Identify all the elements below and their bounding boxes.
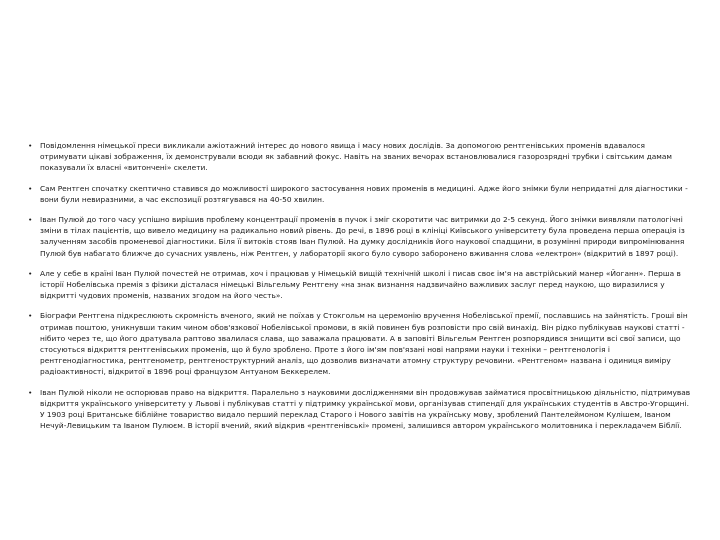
bullet-icon: • xyxy=(28,387,33,397)
list-item xyxy=(28,183,692,205)
list-item xyxy=(28,214,692,259)
list-item xyxy=(28,310,692,377)
paragraph-text: Повідомлення німецької преси викликали ажіотажний інтерес до нового явища і масу нових дослідів. За допомогою рентгенівських променів вдавалося отримувати цікаві зображення, їх демонстрували всюди як забавний фокус. Навіть на званих вечорах встановлювалися газорозрядні трубки і світським дамам показували їх власні «витончені» скелети. xyxy=(40,141,672,173)
bullet-icon: • xyxy=(28,215,33,225)
bullet-icon: • xyxy=(28,311,33,321)
paragraph-text: Іван Пулюй до того часу успішно вирішив проблему концентрації променів в пучок і зміг скоротити час витримки до 2-5 секунд. Його знімки виявляли патологічні зміни в тілах пацієнтів, що вивело медицину на радикально новий рівень. До речі, в 1896 році в клініці Київського університету була проведена перша операція із залученням засобів променевої діагностики. Біля її витоків стояв Іван Пулюй. На думку дослідників його наукової спадщини, в розумінні природи випромінювання Пулюй був набагато ближче до сучасних уявлень, ніж Рентген, у лабораторії якого було суворо заборонено вживання слова «електрон» (відкритий в 1897 році). xyxy=(40,215,685,258)
list-item xyxy=(28,387,692,432)
bullet-list xyxy=(28,140,692,440)
bullet-icon: • xyxy=(28,183,33,193)
bullet-icon: • xyxy=(28,268,33,278)
paragraph-text: Іван Пулюй ніколи не оспорював право на відкриття. Паралельно з науковими дослідженнями він продовжував займатися просвітницькою діяльністю, підтримував відкриття українського університету у Львові і публікував статті у підтримку української мови, організував стипендії для українських студентів в Австро-Угорщині. У 1903 році Британське біблійне товариство видало перший переклад Старого і Нового завітів на українську мову, зроблений Пантелеймоном Кулішем, Іваном Нечуй-Левицьким та Іваном Пулюєм. В історії вчений, який відкрив «рентгенівські» промені, залишився автором українського молитовника і перекладачем Біблії. xyxy=(40,387,691,431)
paragraph-text: Сам Рентген спочатку скептично ставився до можливості широкого застосування нових променів в медицині. Адже його знімки були непридатні для діагностики - вони були невиразними, а час експозиції розтягувався на 40-50 хвилин. xyxy=(40,183,688,204)
paragraph-text: Але у себе в країні Іван Пулюй почестей не отримав, хоч і працював у Німецькій вищій технічній школі і писав своє ім'я на австрійський манер «Йоганн». Перша в історії Нобелівська премія з фізики дісталася німецькі Вільгельму Рентгену «на знак визнання надзвичайно важливих заслуг перед наукою, що виразилися у відкритті чудових променів, названих згодом на його честь». xyxy=(40,268,681,301)
paragraph-text: Біографи Рентгена підкреслюють скромність вченого, який не поїхав у Стокгольм на церемонію вручення Нобелівської премії, пославшись на зайнятість. Гроші він отримав поштою, уникнувши таким чином обов'язкової Нобелівської промови, в якій повинен був розповісти про свій винахід. Він рідко публікував наукові статті - нібито через те, що його дратувала раптово звалилася слава, що заважала працювати. А в заповіті Вільгельм Рентген розпорядився знищити всі свої записи, що стосуються відкриття рентгенівських променів, що й було зроблено. Проте з його ім'ям пов'язані нові напрями науки і техніки – рентгенологія і рентгенодіагностика, рентгенометр, рентгеноструктурний аналіз, що дозволив визначати атомну структуру речовини. «Рентгеном» названа і одиниця виміру радіоактивності, відкритої в 1896 році французом Антуаном Беккерелем. xyxy=(40,311,688,377)
bullet-icon: • xyxy=(28,141,33,150)
list-item xyxy=(28,268,692,302)
list-item xyxy=(28,140,692,174)
